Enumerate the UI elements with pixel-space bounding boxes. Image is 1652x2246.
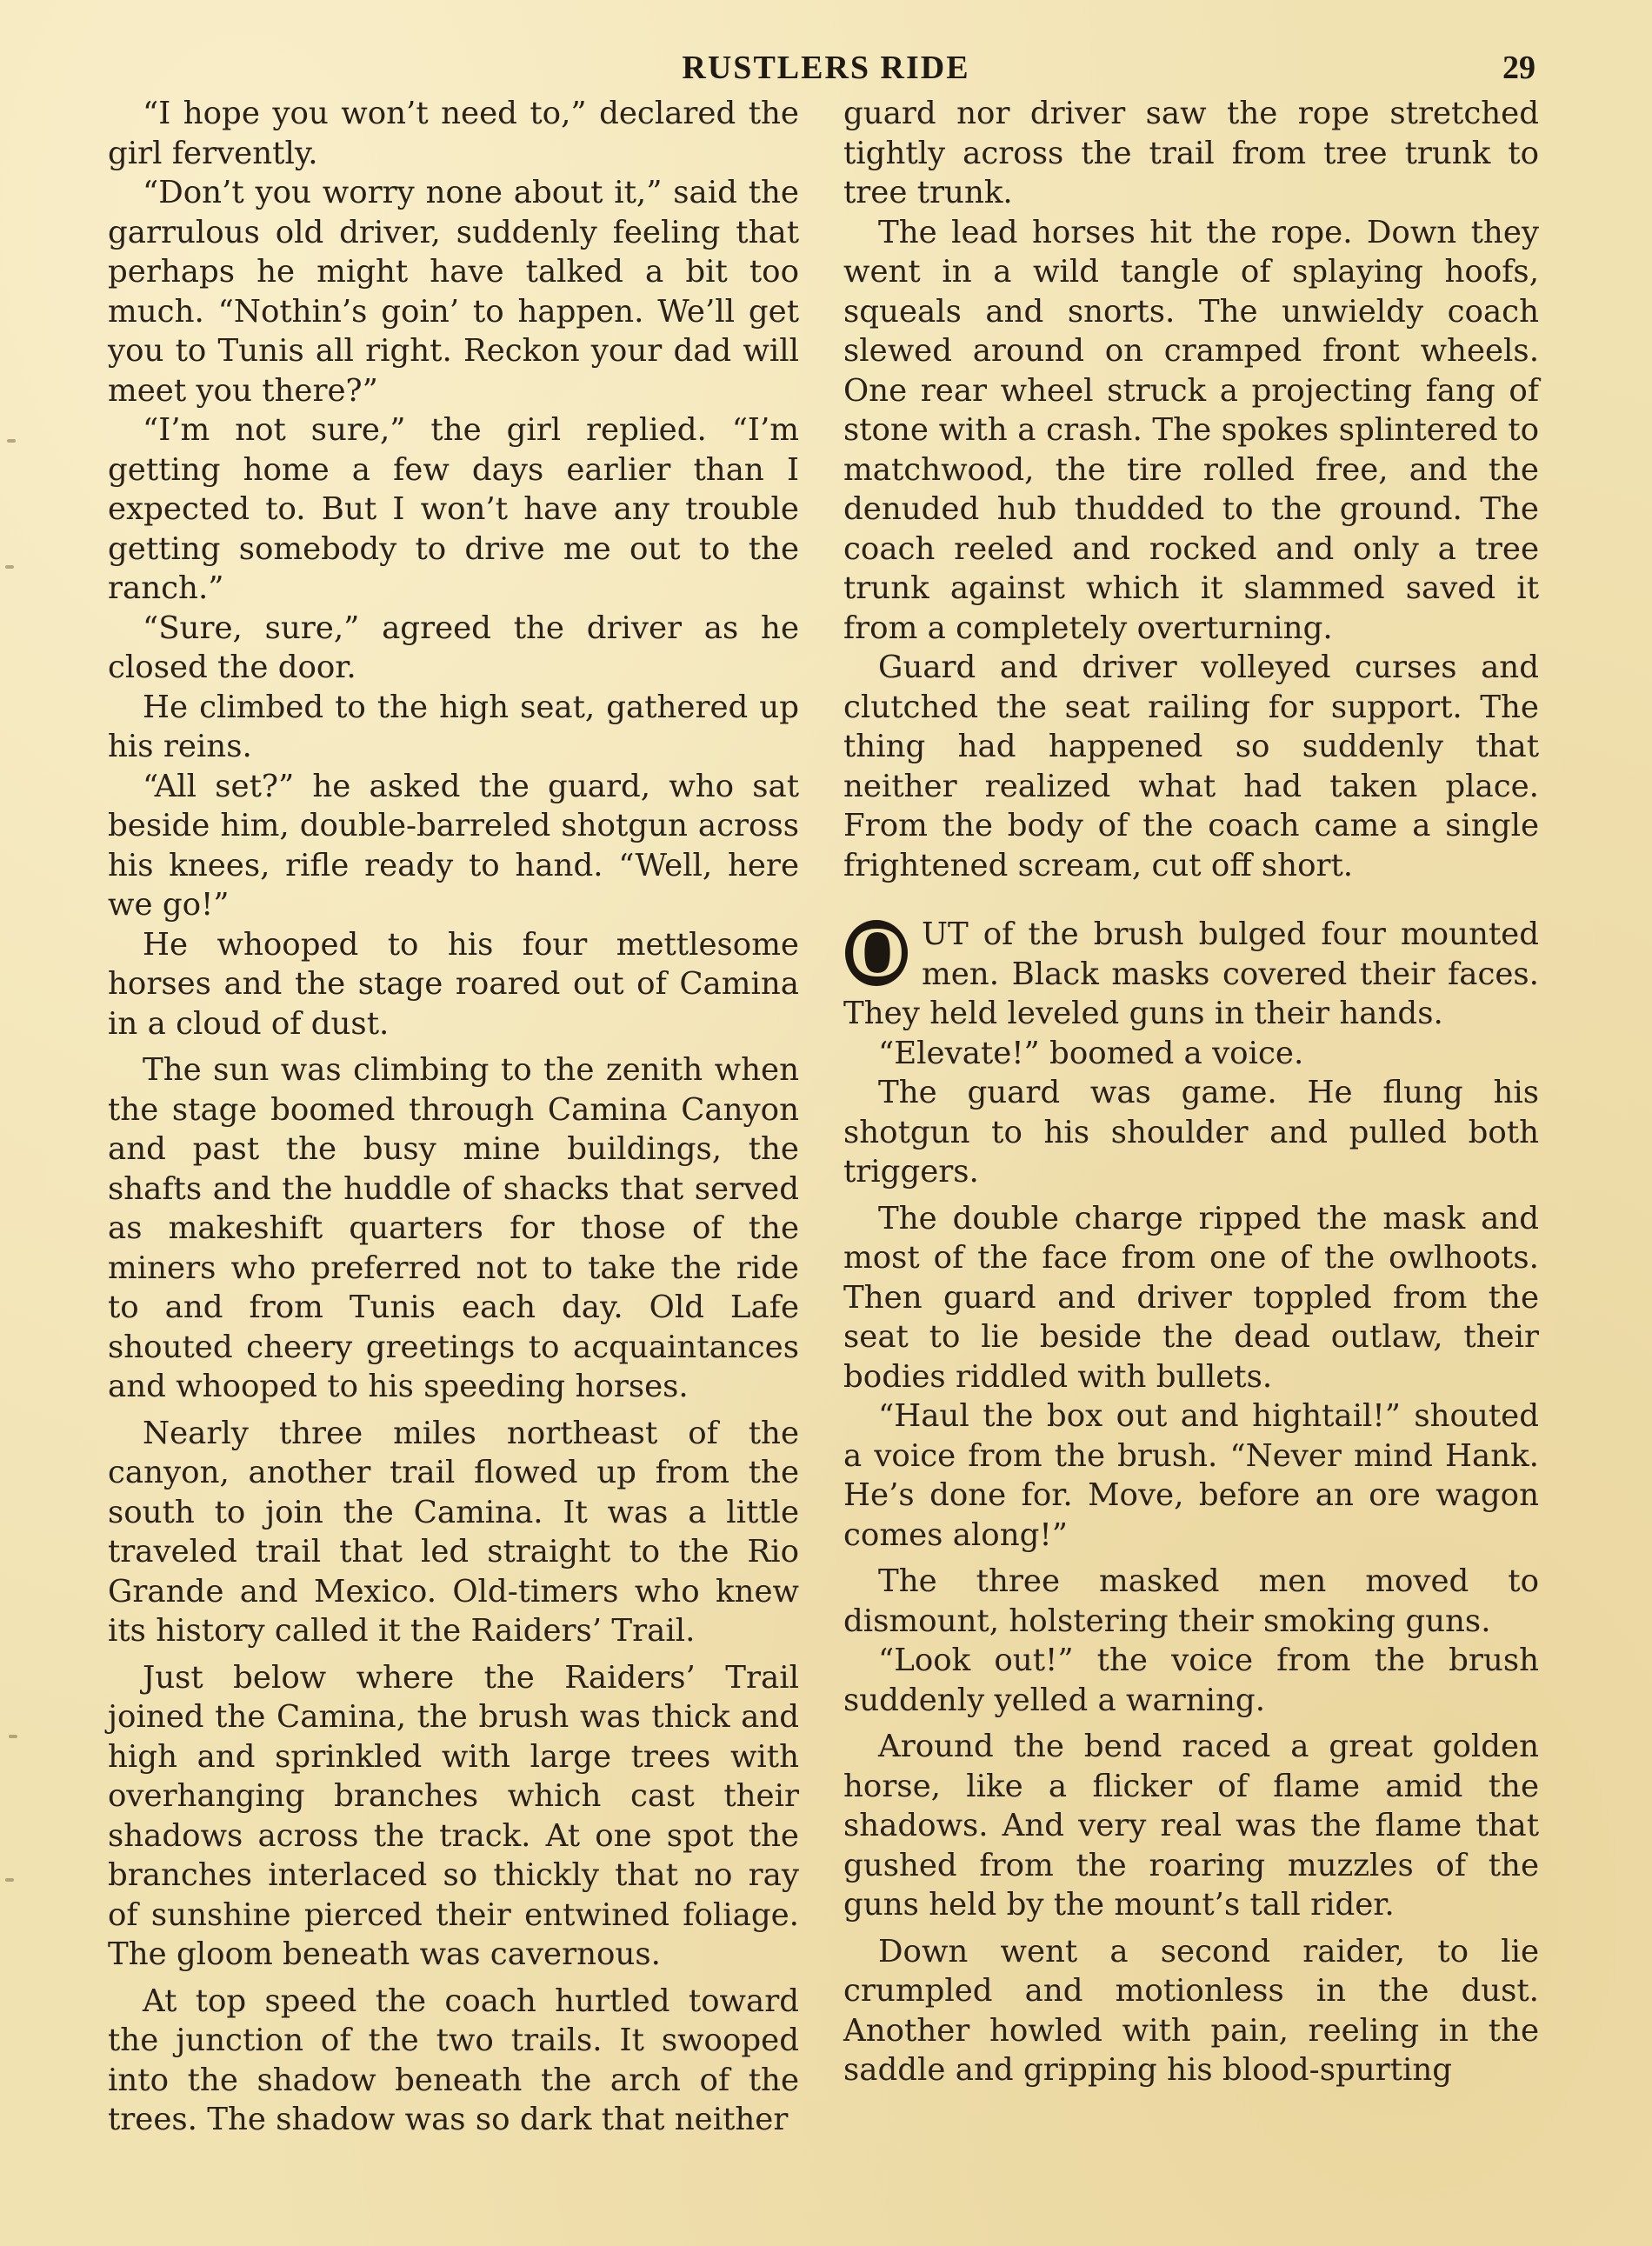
- paragraph: “Look out!” the voice from the brush suddenly yelled a warning.: [843, 1643, 1539, 1718]
- paragraph: Down went a second raider, to lie crumpled and motionless in the dust. Another howled with pain, reeling in the saddle and gripping his blood-spurting: [843, 1933, 1539, 2088]
- paragraph: The double charge ripped the mask and most of the face from one of the owlhoots. Then guard and driver toppled from the seat to lie beside the dead outlaw, their bodies riddled with bullets.: [843, 1200, 1539, 1395]
- paragraph: The three masked men moved to dismount, holstering their smoking guns.: [843, 1563, 1539, 1639]
- paragraph: He climbed to the high seat, gathered up his reins.: [108, 689, 799, 764]
- paragraph: Around the bend raced a great golden horse, like a flicker of flame amid the shadows. And very real was the flame that gushed from the roaring muzzles of the guns held by the mount’s tall rider.: [843, 1729, 1539, 1923]
- paragraph: “Sure, sure,” agreed the driver as he closed the door.: [108, 610, 799, 685]
- running-header: [0, 45, 1652, 97]
- page-number: 29: [1502, 50, 1535, 86]
- paragraph: “I’m not sure,” the girl replied. “I’m getting home a few days earlier than I expected to. But I won’t have any trouble getting somebody to drive me out to the ranch.”: [108, 412, 799, 606]
- right-column: [843, 94, 1539, 2090]
- paragraph: Nearly three miles northeast of the canyon, another trail flowed up from the south to join the Camina. It was a little traveled trail that led straight to the Rio Grande and Mexico. Old-timers who knew its history called it the Raiders’ Trail.: [108, 1415, 799, 1649]
- paragraph: “All set?” he asked the guard, who sat beside him, double-barreled shotgun across his knees, rifle ready to hand. “Well, here we go!”: [108, 768, 799, 923]
- paragraph-text: UT of the brush bulged four mounted men. Black masks covered their faces. They held leveled guns in their hands.: [843, 916, 1539, 1031]
- paragraph: The sun was climbing to the zenith when the stage boomed through Camina Canyon and past the busy mine buildings, the shafts and the huddle of shacks that served as makeshift quarters for those of the miners who preferred not to take the ride to and from Tunis each day. Old Lafe shouted cheery greetings to acquaintances and whooped to his speeding horses.: [108, 1052, 799, 1404]
- paragraph: “Haul the box out and hightail!” shouted a voice from the brush. “Never mind Hank. He’s done for. Move, before an ore wagon comes along!”: [843, 1398, 1539, 1553]
- paragraph: The guard was game. He flung his shotgun to his shoulder and pulled both triggers.: [843, 1075, 1539, 1190]
- paper-speck: [5, 565, 14, 569]
- drop-cap-letter: O: [849, 912, 905, 991]
- left-column: [108, 94, 799, 2140]
- paper-speck: [7, 439, 16, 443]
- paragraph: “I hope you won’t need to,” declared the girl fervently.: [108, 96, 799, 171]
- paragraph: “Don’t you worry none about it,” said the garrulous old driver, suddenly feeling that perhaps he might have talked a bit too much. “Nothin’s goin’ to happen. We’ll get you to Tunis all right. Reckon your dad will meet you there?”: [108, 175, 799, 409]
- paragraph: guard nor driver saw the rope stretched tightly across the trail from tree trunk to tree trunk.: [843, 96, 1539, 210]
- paragraph: The lead horses hit the rope. Down they went in a wild tangle of splaying hoofs, squeals and snorts. The unwieldy coach slewed around on cramped front wheels. One rear wheel struck a projecting fang of stone with a crash. The spokes splintered to matchwood, the tire rolled free, and the denuded hub thudded to the ground. The coach reeled and rocked and only a tree trunk against which it slammed saved it from a completely overturning.: [843, 214, 1539, 646]
- paper-speck: [5, 1878, 14, 1882]
- paragraph: Guard and driver volleyed curses and clutched the seat railing for support. The thing had happened so suddenly that neither realized what had taken place. From the body of the coach came a single frightened scream, cut off short.: [843, 650, 1539, 883]
- running-title: RUSTLERS RIDE: [682, 50, 970, 86]
- paragraph: He whooped to his four mettlesome horses and the stage roared out of Camina in a cloud of dust.: [108, 926, 799, 1042]
- paragraph: At top speed the coach hurtled toward the junction of the two trails. It swooped into the shadow beneath the arch of the trees. The shadow was so dark that neither: [108, 1983, 799, 2137]
- paragraph: “Elevate!” boomed a voice.: [878, 1035, 1304, 1071]
- paper-speck: [9, 1735, 17, 1738]
- drop-cap: [843, 912, 911, 991]
- section-opening-paragraph: [843, 912, 1539, 1034]
- paragraph: Just below where the Raiders’ Trail joined the Camina, the brush was thick and high and sprinkled with large trees with overhanging branches which cast their shadows across the track. At one spot the branches interlaced so thickly that no ray of sunshine pierced their entwined foliage. The gloom beneath was cavernous.: [108, 1659, 799, 1972]
